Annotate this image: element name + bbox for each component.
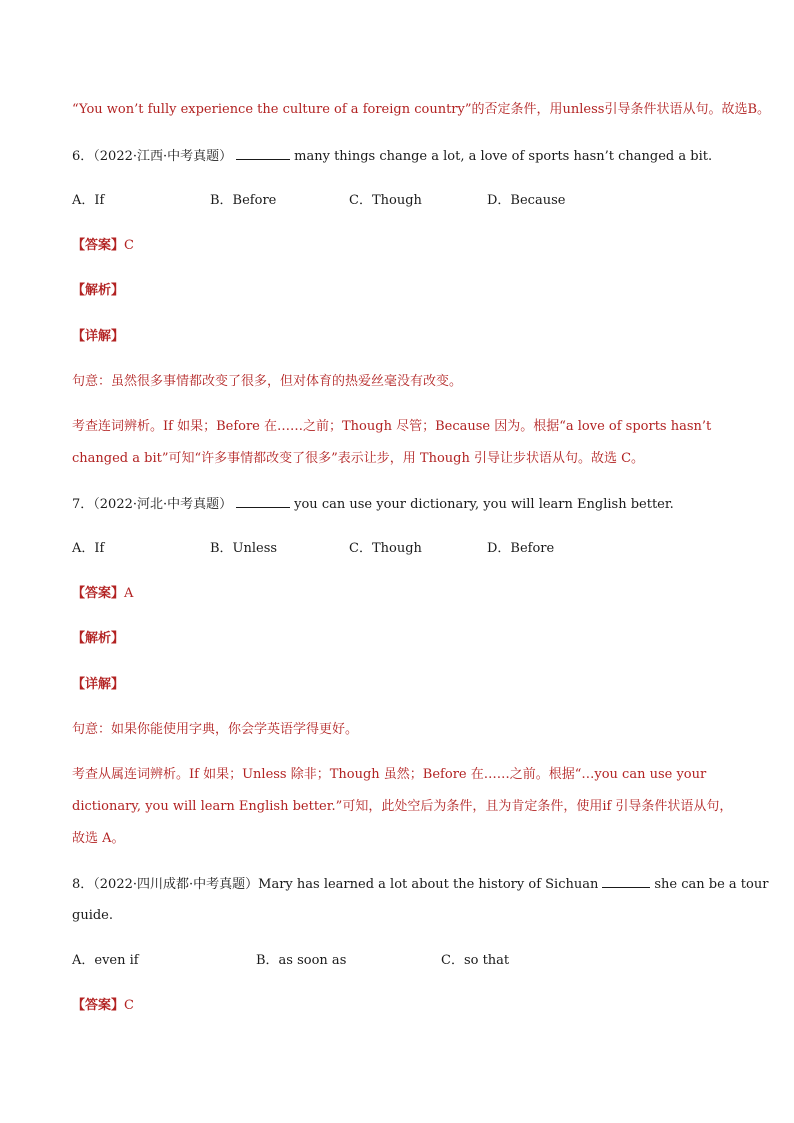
explanation-text: 考查连词辨析。If 如果；Before 在……之前；Though 尽管；Because 因为。根据“a love of sports hasn’t (72, 419, 712, 434)
question-number: 6． (72, 149, 94, 164)
question-8 (72, 874, 768, 895)
option-a: A．If (72, 541, 105, 556)
question-source: （2022·四川成都·中考真题） (93, 877, 259, 892)
analysis-label: 【解析】 (72, 631, 125, 646)
answer-line (72, 236, 134, 256)
answer-blank (236, 494, 290, 508)
answer-line (72, 584, 133, 604)
answer-blank (236, 146, 290, 160)
detail-line (72, 675, 124, 695)
sentence-meaning: 句意：虽然很多事情都改变了很多，但对体育的热爱丝毫没有改变。 (72, 374, 463, 389)
answer-label: 【答案】 (72, 586, 125, 601)
option-c: C．Though (349, 541, 422, 556)
question-stem: she can be a tour (654, 877, 769, 892)
question-stem: you can use your dictionary, you will learn English better. (294, 497, 674, 512)
explanation-text: 考查从属连词辨析。If 如果；Unless 除非；Though 虽然；Before 在……之前。根据“…you can use your (72, 767, 707, 782)
explanation-text: dictionary, you will learn English better.”可知，此处空后为条件，且为肯定条件，使用if 引导条件状语从句， (72, 799, 733, 814)
question-source: （2022·河北·中考真题） (93, 497, 233, 512)
question-7 (72, 494, 674, 515)
analysis-label: 【解析】 (72, 283, 125, 298)
answer-blank (602, 874, 650, 888)
option-d: D．Before (487, 541, 555, 556)
question-stem: many things change a lot, a love of sports hasn’t changed a bit. (294, 149, 713, 164)
option-d: D．Because (487, 193, 566, 208)
answer-label: 【答案】 (72, 998, 125, 1013)
option-b: B．Unless (210, 541, 278, 556)
explanation-text: 故选 A。 (72, 831, 125, 846)
question-source: （2022·江西·中考真题） (93, 149, 233, 164)
option-b: B．Before (210, 193, 277, 208)
explanation-note: “You won’t fully experience the culture of a foreign country”的否定条件，用unless引导条件状语从句。故选B。 (72, 102, 770, 117)
answer-value: C (124, 998, 134, 1013)
option-b: B．as soon as (256, 953, 347, 968)
analysis-line (72, 281, 124, 301)
option-c: C．Though (349, 193, 422, 208)
question-stem: Mary has learned a lot about the history of Sichuan (258, 877, 599, 892)
detail-label: 【详解】 (72, 677, 125, 692)
detail-label: 【详解】 (72, 329, 125, 344)
question-stem-continued: guide. (72, 908, 113, 923)
detail-line (72, 327, 124, 347)
answer-value: C (124, 238, 134, 253)
option-a: A．If (72, 193, 105, 208)
question-number: 7． (72, 497, 94, 512)
explanation-text: changed a bit”可知“许多事情都改变了很多”表示让步，用 Though 引导让步状语从句。故选 C。 (72, 451, 645, 466)
question-6 (72, 146, 712, 167)
answer-label: 【答案】 (72, 238, 125, 253)
option-a: A．even if (72, 953, 139, 968)
analysis-line (72, 629, 124, 649)
answer-value: A (124, 586, 134, 601)
question-number: 8． (72, 877, 94, 892)
answer-line (72, 996, 134, 1016)
option-c: C．so that (441, 953, 510, 968)
sentence-meaning: 句意：如果你能使用字典，你会学英语学得更好。 (72, 722, 359, 737)
